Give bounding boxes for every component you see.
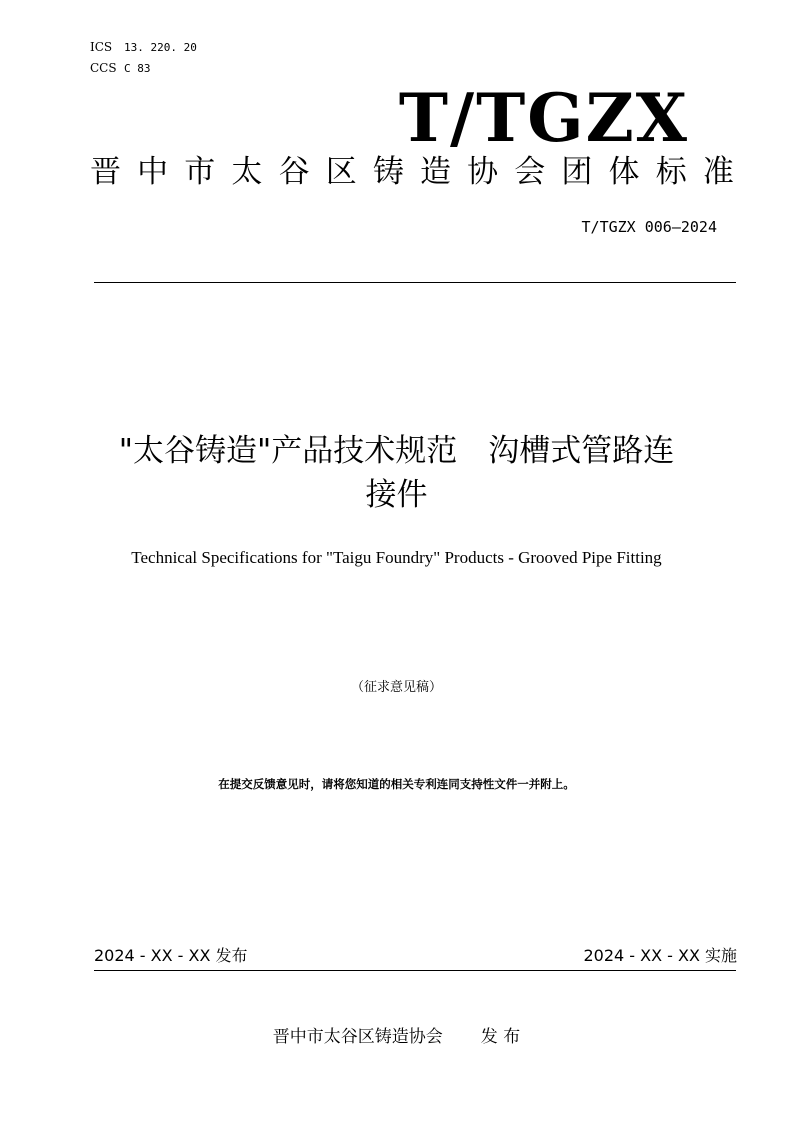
- english-title: Technical Specifications for "Taigu Foundry" Products - Grooved Pipe Fitting: [131, 548, 662, 567]
- organization-title: [90, 152, 734, 192]
- org-title-char: 体: [608, 154, 640, 190]
- org-title-char: 中: [137, 154, 169, 190]
- chinese-title-line-1: "太谷铸造"产品技术规范 沟槽式管路连: [118, 433, 675, 469]
- implementation-date: 2024 - XX - XX 实施: [583, 946, 737, 965]
- publisher-line: [0, 1025, 793, 1049]
- top-divider: [94, 282, 736, 283]
- ics-code: [90, 40, 197, 55]
- submission-note: 在提交反馈意见时，请将您知道的相关专利连同支持性文件一并附上。: [218, 777, 575, 791]
- ics-value: 13. 220. 20: [124, 41, 197, 54]
- ccs-value: C 83: [124, 62, 151, 75]
- org-title-char: 晋: [90, 154, 121, 190]
- bottom-divider: [94, 970, 736, 971]
- org-title-char: 标: [655, 154, 687, 190]
- org-title-char: 区: [325, 154, 357, 190]
- standard-number: T/TGZX 006—2024: [581, 218, 717, 236]
- org-title-char: 造: [419, 154, 451, 190]
- publisher-name: 晋中市太谷区铸造协会: [272, 1027, 443, 1047]
- chinese-title: [60, 429, 733, 517]
- ics-label: ICS: [90, 40, 113, 54]
- org-title-char: 谷: [278, 154, 310, 190]
- org-title-char: 团: [561, 154, 593, 190]
- org-title-char: 铸: [372, 154, 404, 190]
- org-title-char: 协: [467, 154, 499, 190]
- ccs-label: CCS: [90, 61, 117, 75]
- chinese-title-line-2: 接件: [365, 477, 428, 513]
- org-title-char: 市: [184, 154, 216, 190]
- publisher-action: 发 布: [480, 1027, 521, 1047]
- issue-date: 2024 - XX - XX 发布: [94, 946, 248, 965]
- org-title-char: 准: [702, 154, 734, 190]
- draft-status: （征求意见稿）: [350, 680, 442, 695]
- org-title-char: 会: [514, 154, 546, 190]
- standard-mark: T/TGZX: [398, 79, 689, 157]
- ccs-code: [90, 61, 151, 76]
- org-title-char: 太: [231, 154, 263, 190]
